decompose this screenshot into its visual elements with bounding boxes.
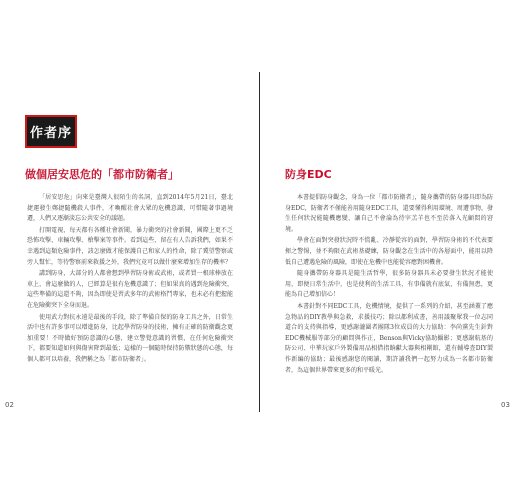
right-paragraph-3: 隨身攜帶防身器具是隨生活哲學，很多防身器具未必要發生狀況才能使用，即便日常生活中，也是使利的生活工具，有事備就有底氣，有備無患，更能為自己增加信心！ (285, 270, 493, 299)
right-heading: 防身EDC (285, 168, 332, 181)
left-paragraph-4: 使用武力對抗永遠是最後的手段，除了準備自保的防身工具之外，日常生活中也有許多事可以增進防身，比起學習防身的技術，擁有正確的防衛觀念更加重要！不時做好預防意識的心態，建立警覺意識的習慣，在任何危險衝突下，都要知道如何與傷害降到最低；這樣的一個隨時保持防禦狀態的心態，每個人都可以培養，我們稱之為「都市防衛者」。 (27, 313, 233, 363)
right-page (261, 0, 520, 500)
left-paragraph-2: 打開電視，每天都有各種社會新聞，暴力衝突的社會新聞，國際上更不乏恐怖攻擊、車輛攻擊、槍擊案等事件。看到這些，留在有人告訴我們，如果不幸遇到這類危險事件，該怎麼做才能保護自己和家人的性命，除了冀望警察或旁人幫忙，等待警察前來救援之外，我們究竟可以做什麼來增加生存的機率？ (27, 226, 233, 266)
gutter-divider (259, 72, 260, 412)
right-paragraph-1: 本書提倡防身觀念，身為一位「都市防衛者」，隨身攜帶的防身器具即為防身EDC，防衛者不僅能善用隨身EDC工具，還要懂得利用環境、周遭事物，發生任何狀況能隨機應變，讓自己不會淪為待宰羔羊也不至於落入光顧悶的窘境。 (285, 194, 493, 233)
chapter-label: 作者序 (25, 115, 77, 148)
right-paragraph-2: 學會在面對突發狀況時不慌亂、冷靜從容的面對，學習防身術的不代表要揮之警惕，並不夠限在武術基礎練，防身觀念在生活中的各層面中，能用以降低自己遭遇危險的風險，即使在危機中也能從容應對困機會。 (285, 237, 493, 266)
right-body (285, 193, 493, 376)
left-body (27, 193, 233, 366)
right-page-number: 03 (501, 401, 510, 409)
left-paragraph-3: 講到防身，大部分的人都會想到學習防身術或武術，或者買一根球棒放在車上，會這麼做的人，已經算是很有危機意識了；但如果真的遇到危險衝突，這些準備的這還不夠，因為即使是習武多年的武術格鬥專家，也未必有把握能在危險衝突下全身而退。 (27, 270, 233, 309)
left-heading: 做個居安思危的「都市防衛者」 (25, 168, 179, 181)
left-page (0, 0, 259, 500)
right-paragraph-4: 本書針對不同EDC工具，危機情境，提供了一系列的介紹，甚至涵蓋了應急物品的DIY教學與急救，求援技巧；除以都利成書，善用議聚眾我一位志同道合的支持與指導，更感謝瀧圍者團隊3位成員的大力協助：李尚黨先生針對EDC機械服等部分的顧問與作正，Benson與Vicky協助攝影；更感謝航基的防公司、中華玩家戶外製備用品相借指餉獻大器與相剛館，還有輔導查DIY製作新編的協助；最後感謝您的閱讀，期許讀我們一起努力成為一名都市防衛者，為這個世界帶來更多的和平暖光。 (285, 302, 493, 374)
left-page-number: 02 (5, 401, 14, 409)
left-paragraph-1: 「居安思危」向來是臺灣人很陌生的名詞，直到2014年5月21日，臺北捷運發生鄭捷隨機殺人事件，才喚醒社會大眾的危機意識，可惜隨著事過境遷，人們又逐漸淡忘公共安全的議題。 (27, 194, 233, 223)
